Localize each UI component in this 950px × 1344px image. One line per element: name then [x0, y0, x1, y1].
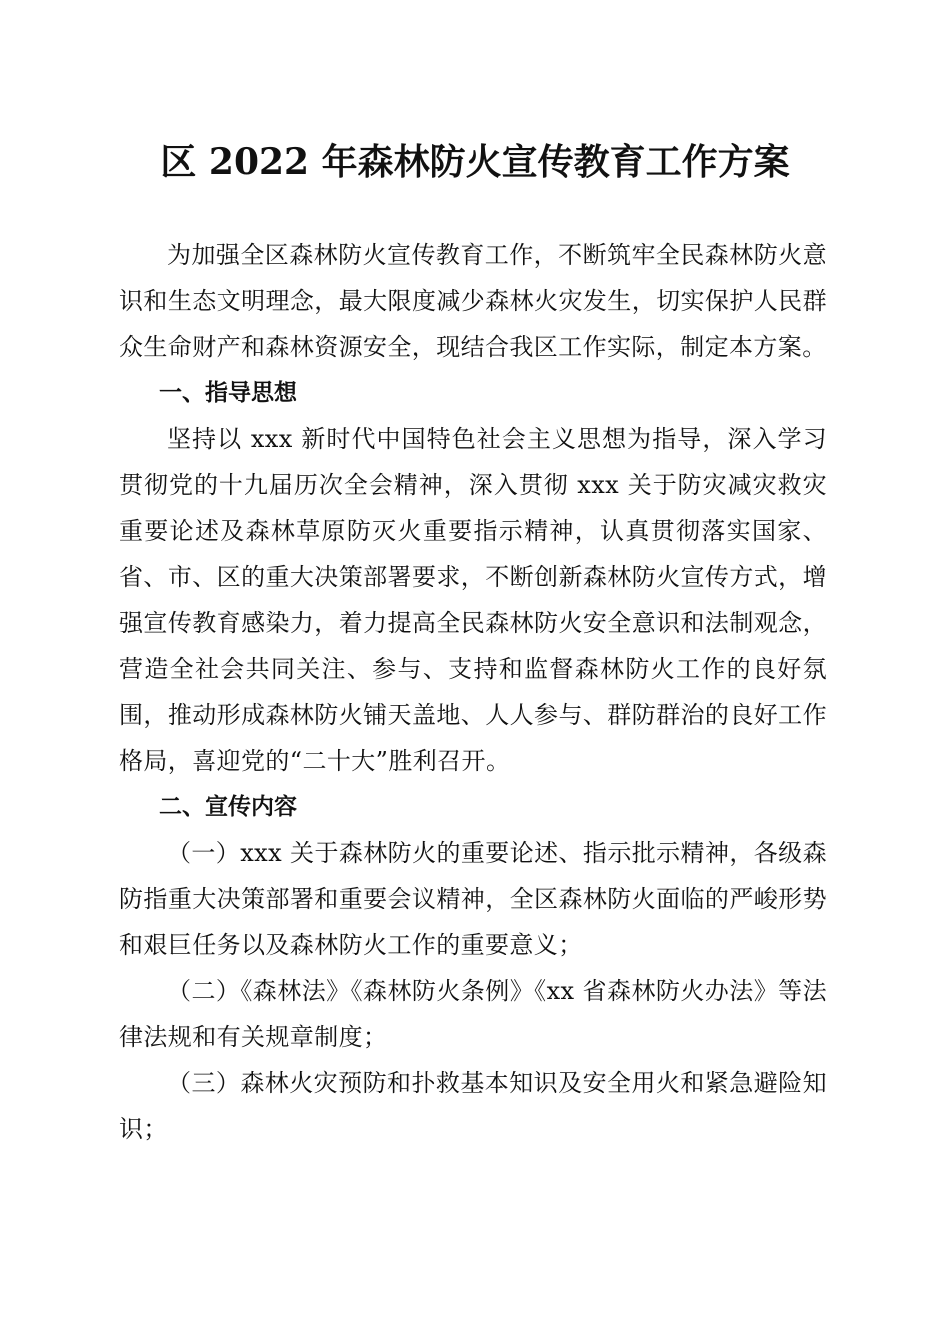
document-title: 区 2022 年森林防火宣传教育工作方案: [160, 141, 790, 183]
section-heading-publicity-content: 二、宣传内容: [159, 794, 297, 820]
section-heading-guiding-ideology: 一、指导思想: [159, 380, 297, 406]
intro-paragraph: 为加强全区森林防火宣传教育工作，不断筑牢全民森林防火意识和生态文明理念，最大限度减少森林火灾发生，切实保护人民群众生命财产和森林资源安全，现结合我区工作实际，制定本方案。: [119, 241, 827, 361]
guiding-ideology-paragraph: 坚持以 xxx 新时代中国特色社会主义思想为指导，深入学习贯彻党的十九届历次全会精神，深入贯彻 xxx 关于防灾减灾救灾重要论述及森林草原防灭火重要指示精神，认真贯彻落实国家、省、市、区的重大决策部署要求，不断创新森林防火宣传方式，增强宣传教育感染力，着力提高全民森林防火安全意识和法制观念，营造全社会共同关注、参与、支持和监督森林防火工作的良好氛围，推动形成森林防火铺天盖地、人人参与、群防群治的良好工作格局，喜迎党的“二十大”胜利召开。: [119, 425, 827, 775]
document-body: [119, 232, 827, 1152]
publicity-item-2: （二）《森林法》《森林防火条例》《xx 省森林防火办法》等法律法规和有关规章制度；: [119, 977, 827, 1051]
publicity-item-1: （一）xxx 关于森林防火的重要论述、指示批示精神，各级森防指重大决策部署和重要会议精神，全区森林防火面临的严峻形势和艰巨任务以及森林防火工作的重要意义；: [119, 839, 827, 959]
publicity-item-3: （三）森林火灾预防和扑救基本知识及安全用火和紧急避险知识；: [119, 1069, 827, 1143]
